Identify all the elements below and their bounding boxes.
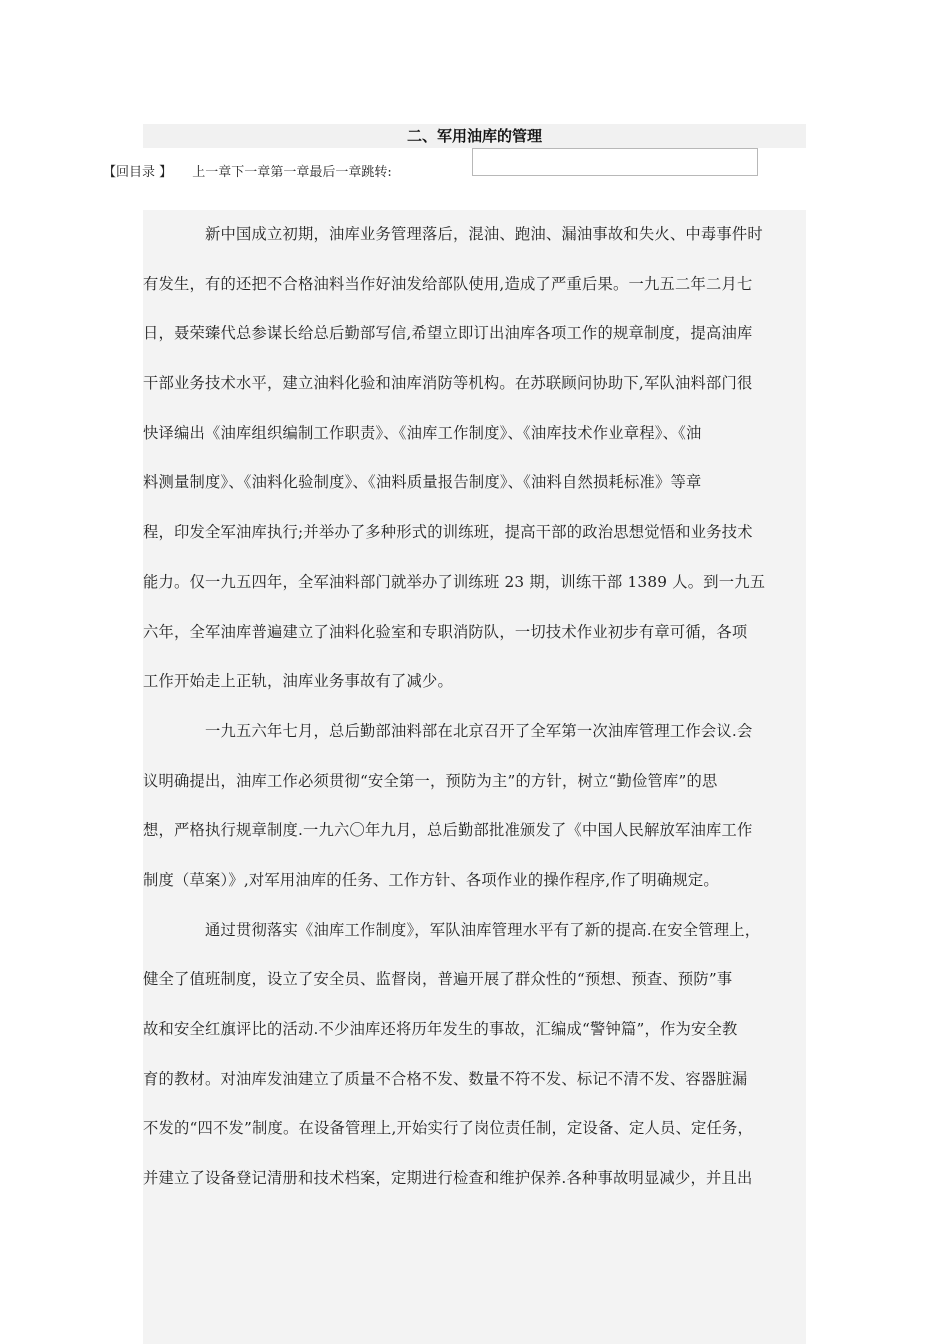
text-line: 六年，全军油库普遍建立了油料化验室和专职消防队，一切技术作业初步有章可循，各项 xyxy=(143,622,748,641)
text-line: 日，聂荣臻代总参谋长给总后勤部写信,希望立即订出油库各项工作的规章制度，提高油库 xyxy=(143,324,753,343)
text-line: 快译编出《油库组织编制工作职责》、《油库工作制度》、《油库技术作业章程》、《油 xyxy=(143,423,702,442)
text-line: 议明确提出，油库工作必须贯彻“安全第一，预防为主”的方针，树立“勤俭管库”的思 xyxy=(143,771,718,790)
text-line: 育的教材。对油库发油建立了质量不合格不发、数量不符不发、标记不清不发、容器脏漏 xyxy=(143,1069,748,1088)
text-line: 有发生，有的还把不合格油料当作好油发给部队使用,造成了严重后果。一九五二年二月七 xyxy=(143,274,753,293)
paragraph-1 xyxy=(143,210,806,707)
back-to-contents-link[interactable]: 【回目录 】 xyxy=(103,165,173,180)
first-chapter-link[interactable]: 第一章 xyxy=(270,165,310,180)
text-line: 健全了值班制度，设立了安全员、监督岗，普遍开展了群众性的“预想、预查、预防”事 xyxy=(143,970,733,989)
text-line: 想，严格执行规章制度.一九六〇年九月，总后勤部批准颁发了《中国人民解放军油库工作 xyxy=(143,821,753,840)
text-line: 并建立了设备登记清册和技术档案，定期进行检查和维护保养.各种事故明显减少，并且出 xyxy=(143,1169,753,1188)
prev-chapter-link[interactable]: 上一章 xyxy=(192,165,232,180)
text-line: 料测量制度》、《油料化验制度》、《油料质量报告制度》、《油料自然损耗标准》等章 xyxy=(143,473,702,492)
text-line: 能力。仅一九五四年，全军油料部门就举办了训练班 23 期，训练干部 1389 人。到一九五 xyxy=(143,572,766,591)
jump-label: 跳转: xyxy=(361,165,392,180)
text-line: 工作开始走上正轨，油库业务事故有了减少。 xyxy=(143,672,453,691)
last-chapter-link[interactable]: 最后一章 xyxy=(309,165,362,180)
text-line: 新中国成立初期，油库业务管理落后，混油、跑油、漏油事故和失火、中毒事件时 xyxy=(143,225,763,243)
jump-input[interactable] xyxy=(472,148,758,176)
text-line: 通过贯彻落实《油库工作制度》，军队油库管理水平有了新的提高.在安全管理上， xyxy=(143,920,761,939)
next-chapter-link[interactable]: 下一章 xyxy=(231,165,271,180)
paragraph-2 xyxy=(143,707,806,906)
text-line: 制度（草案）》,对军用油库的任务、工作方针、各项作业的操作程序,作了明确规定。 xyxy=(143,870,719,889)
text-line: 不发的“四不发”制度。在设备管理上,开始实行了岗位责任制，定设备、定人员、定任务， xyxy=(143,1119,753,1138)
paragraph-3 xyxy=(143,906,806,1204)
article-body xyxy=(143,210,806,1344)
text-line: 程，印发全军油库执行;并举办了多种形式的训练班，提高干部的政治思想觉悟和业务技术 xyxy=(143,523,753,542)
text-line: 一九五六年七月，总后勤部油料部在北京召开了全军第一次油库管理工作会议.会 xyxy=(143,721,753,740)
chapter-nav xyxy=(103,163,392,183)
page-title: 二、军用油库的管理 xyxy=(143,124,806,148)
text-line: 故和安全红旗评比的活动.不少油库还将历年发生的事故，汇编成“警钟篇”，作为安全教 xyxy=(143,1020,738,1038)
text-line: 干部业务技术水平，建立油料化验和油库消防等机构。在苏联顾问协助下,军队油料部门很 xyxy=(143,374,753,393)
